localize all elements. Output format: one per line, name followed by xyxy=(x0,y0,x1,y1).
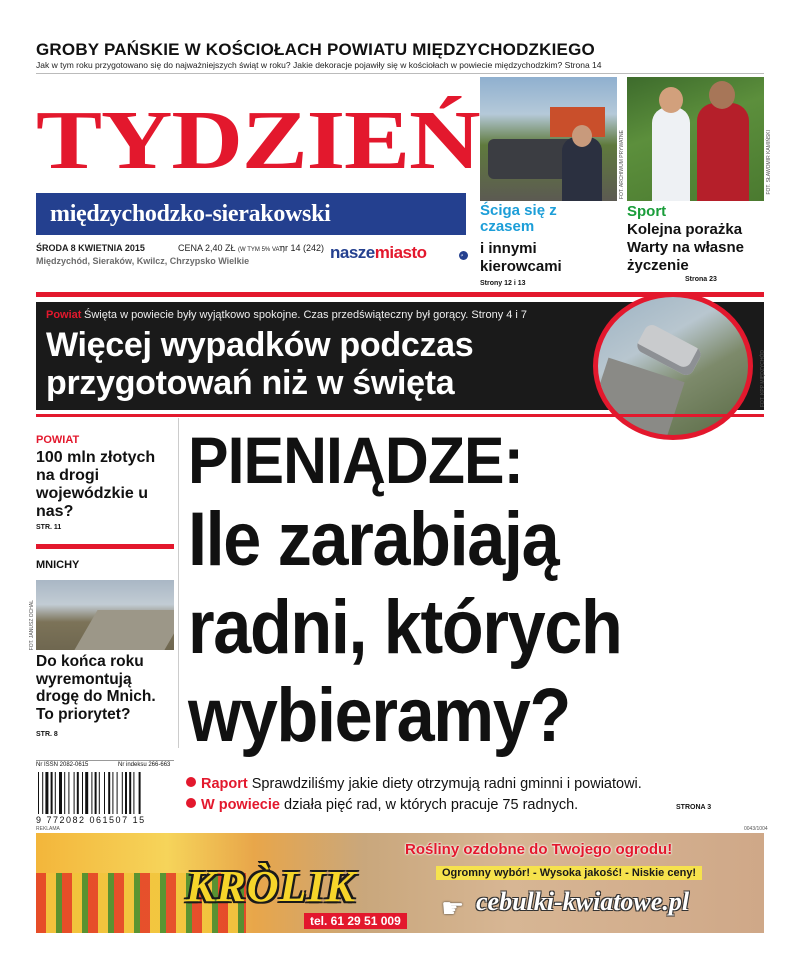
lead-photo-credit: FOT. KPP MIĘDZYCHÓD xyxy=(760,350,766,408)
lead-photo-circle[interactable] xyxy=(593,292,753,440)
issn-number: Nr ISSN 2082-0615 xyxy=(36,762,89,768)
ad-url-link[interactable]: cebulki-kwiatowe.pl xyxy=(476,887,690,916)
barcode-graphic xyxy=(36,772,170,814)
price-vat: (W TYM 5% VAT) xyxy=(238,247,285,253)
barcode-divider xyxy=(36,760,174,761)
ad-label: REKLAMA xyxy=(36,826,60,832)
top-divider xyxy=(36,73,764,74)
main-story-page-ref: STRONA 3 xyxy=(676,804,712,811)
naszemiasto-logo[interactable] xyxy=(330,243,427,263)
main-story-kicker[interactable]: PIENIĄDZE: xyxy=(188,423,523,497)
ad-brand: KRÒLIK xyxy=(186,862,356,911)
teaser-racing-title[interactable] xyxy=(480,240,580,276)
teaser-sport-page-ref: Strona 23 xyxy=(685,276,717,283)
side-story-1-page-ref: STR. 11 xyxy=(36,524,62,531)
issue-date: ŚRODA 8 KWIETNIA 2015 xyxy=(36,243,145,253)
issue-number: nr 14 (242) xyxy=(280,243,325,253)
photo-road-shape xyxy=(593,358,685,440)
teaser-photo-credit-2: FOT. SŁAWOMIR KAMIŃSKI xyxy=(766,130,772,195)
teaser-racing-title-text: i innymi kierowcami xyxy=(480,240,562,275)
price-value: CENA 2,40 ZŁ xyxy=(178,243,236,253)
side-story-2-headline[interactable]: Do końca roku wyremontują drogę do Mnich. To priorytet? xyxy=(36,653,156,723)
masthead-subtitle: międzychodzko-sierakowski xyxy=(36,193,466,235)
main-story-bullet-2 xyxy=(186,797,578,813)
bullet-1-text: Sprawdziliśmy jakie diety otrzymują radni gminni i powiatowi. xyxy=(251,776,642,792)
bullet-2-text: działa pięć rad, w których pracuje 75 radnych. xyxy=(284,797,579,813)
main-story-bullet-1 xyxy=(186,776,642,792)
naszemiasto-logo-part-b: miasto xyxy=(374,243,427,262)
naszemiasto-logo-part-a: nasze xyxy=(330,243,375,262)
side-story-1-tag: POWIAT xyxy=(36,434,80,446)
teaser-racing-kicker-text: Ściga się z czasem xyxy=(480,202,557,235)
ad-phone: tel. 61 29 51 009 xyxy=(304,913,407,929)
krolik-advertisement[interactable] xyxy=(36,833,764,933)
photo-player-white xyxy=(652,107,690,201)
lead-intro: Święta w powiecie były wyjątkowo spokojne. Czas przedświąteczny był gorący. Strony 4 i 7 xyxy=(84,309,528,321)
photo-player-red xyxy=(697,103,749,201)
photo-dirt-road-shape xyxy=(74,610,174,650)
bullet-dot-icon xyxy=(186,798,196,808)
photo-player-red-head xyxy=(709,81,735,109)
index-number: Nr indeksu 266-663 xyxy=(118,762,171,768)
top-story-page-ref: Strona 14 xyxy=(564,60,602,70)
photo-player-white-head xyxy=(659,87,683,113)
ad-code: 0043/1004 xyxy=(744,826,768,832)
side-story-2-photo-credit: FOT. JANUSZ OCHAL xyxy=(29,600,35,651)
lead-headline[interactable]: Więcej wypadków podczas przygotowań niż w święta xyxy=(46,326,474,402)
top-story-subline xyxy=(36,60,602,70)
barcode-digits: 9 772082 061507 15 xyxy=(36,815,146,825)
issue-price xyxy=(178,243,285,253)
top-story-headline[interactable]: GROBY PAŃSKIE W KOŚCIOŁACH POWIATU MIĘDZYCHODZKIEGO xyxy=(36,40,595,59)
teaser-racing-kicker[interactable] xyxy=(480,203,560,235)
teaser-photo-credit-1: FOT. ARCHIWUM PRYWATNE xyxy=(619,130,625,200)
teaser-sport-title[interactable]: Kolejna porażka Warty na własne życzenie xyxy=(627,221,744,274)
side-story-1-headline[interactable]: 100 mln złotych na drogi wojewódzkie u nas? xyxy=(36,449,156,520)
teaser-racing-page-ref: Strony 12 i 13 xyxy=(480,280,526,287)
top-story-subline-text: Jak w tym roku przygotowano się do najważniejszych świąt w roku? Jakie dekoracje pojawiły się w kościołach w powiecie międzychodzkim? xyxy=(36,60,563,70)
bullet-1-label: Raport xyxy=(201,776,248,792)
lead-tag: Powiat xyxy=(46,309,82,321)
hand-cursor-icon: ☛ xyxy=(441,893,465,923)
teaser-photo-sport[interactable] xyxy=(627,77,764,201)
naszemiasto-pl-badge xyxy=(459,251,468,260)
photo-face-shape xyxy=(572,125,592,147)
side-story-2-photo[interactable] xyxy=(36,580,174,650)
red-divider-lead xyxy=(36,414,764,417)
ad-features: Ogromny wybór! - Wysoka jakość! - Niskie ceny! xyxy=(436,866,702,880)
side-story-2-page-ref: STR. 8 xyxy=(36,731,58,738)
side-story-2-tag: MNICHY xyxy=(36,559,80,571)
main-story-headline[interactable]: Ile zarabiają radni, których wybieramy? xyxy=(188,497,622,758)
column-divider xyxy=(178,418,179,748)
ad-slogan: Rośliny ozdobne do Twojego ogrodu! xyxy=(405,841,673,858)
bullet-dot-icon xyxy=(186,777,196,787)
coverage-towns: Międzychód, Sieraków, Kwilcz, Chrzypsko Wielkie xyxy=(36,256,250,266)
naszemiasto-pl-text: .pl xyxy=(460,253,464,257)
masthead-title: TYDZIEŃ xyxy=(36,94,480,187)
red-divider-side xyxy=(36,544,174,549)
teaser-photo-racing[interactable] xyxy=(480,77,617,201)
teaser-sport-kicker[interactable]: Sport xyxy=(627,203,667,220)
bullet-2-label: W powiecie xyxy=(201,797,280,813)
